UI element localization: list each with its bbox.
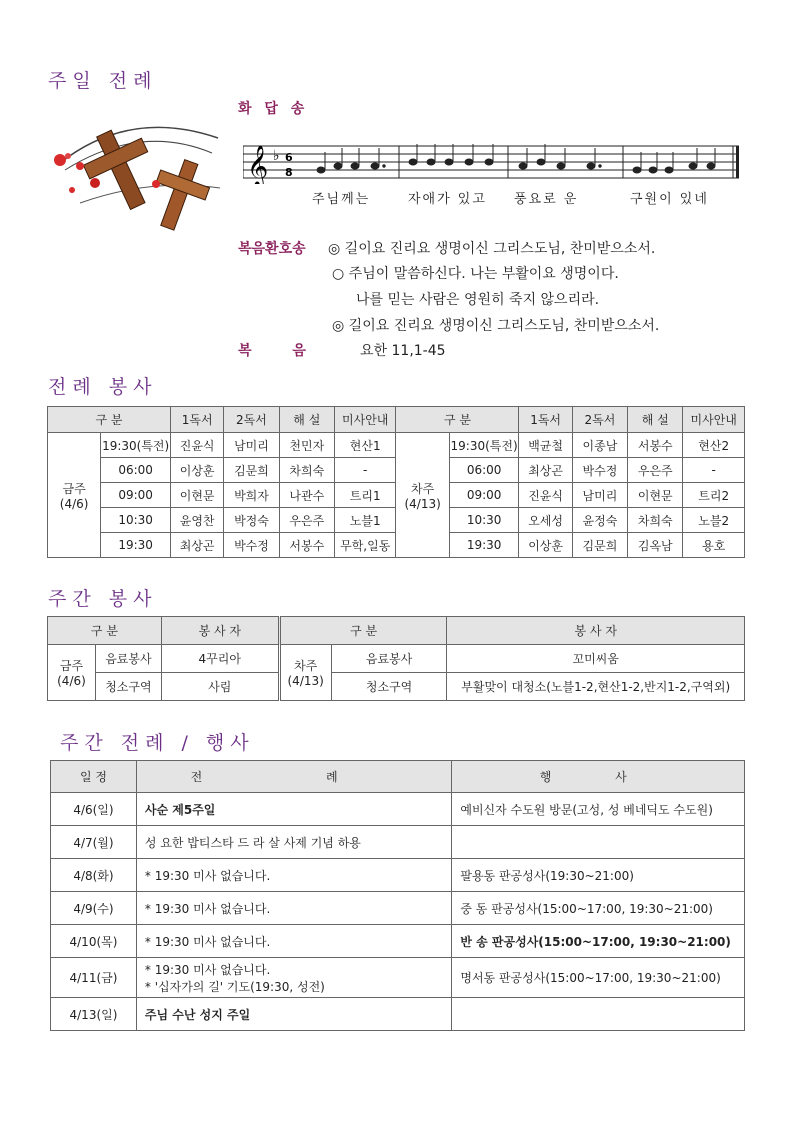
psalm-label: 화 답 송 <box>238 101 309 117</box>
schedule-liturgy-line: * 19:30 미사 없습니다. <box>144 934 271 949</box>
service-cell-left: 노블1 <box>334 508 396 533</box>
schedule-date: 4/11(금) <box>51 958 137 998</box>
service-cell-left: - <box>334 458 396 483</box>
service-cell-right: 10:30 <box>449 508 519 533</box>
service-cell-right: 우은주 <box>628 458 683 483</box>
psalm-lyric-3: 풍요로 운 <box>514 192 579 207</box>
service-cell-right: 09:00 <box>449 483 519 508</box>
schedule-event: 예비신자 수도원 방문(고성, 성 베네딕도 수도원) <box>452 793 745 826</box>
service-cell-left: 윤영찬 <box>170 508 223 533</box>
schedule-liturgy-line: 주님 수난 성지 주일 <box>144 1007 251 1022</box>
service-cell-right: 06:00 <box>449 458 519 483</box>
service-cell-left: 06:00 <box>101 458 171 483</box>
header-mass-guide-left: 미사안내 <box>334 407 396 433</box>
schedule-event: 중 동 판공성사(15:00~17:00, 19:30~21:00) <box>452 892 745 925</box>
service-cell-left: 현산1 <box>334 433 396 458</box>
weekly-header-volunteer-right: 봉 사 자 <box>447 617 745 645</box>
service-cell-right: 김문희 <box>572 533 627 558</box>
service-cell-left: 이상훈 <box>170 458 223 483</box>
service-cell-right: 박수정 <box>572 458 627 483</box>
header-reading1-left: 1독서 <box>170 407 223 433</box>
weekly-volunteer-left: 사림 <box>161 673 279 701</box>
crosses-illustration <box>40 108 225 238</box>
service-cell-right: 진윤식 <box>519 483 572 508</box>
service-cell-right: 남미리 <box>572 483 627 508</box>
weekly-volunteer-left: 4꾸리아 <box>161 645 279 673</box>
weekly-volunteer-right: 부활맞이 대청소(노블1-2,현산1-2,반지1-2,구역외) <box>447 673 745 701</box>
schedule-header-events: 행 사 <box>452 761 745 793</box>
weekly-group-next-week: 차주 (4/13) <box>279 645 331 701</box>
schedule-row <box>51 826 745 859</box>
group-this-week: 금주 (4/6) <box>48 433 101 558</box>
weekly-header-row <box>48 617 745 645</box>
schedule-liturgy-line: 성 요한 밥티스타 드 라 살 사제 기념 하용 <box>144 835 361 850</box>
service-cell-left: 09:00 <box>101 483 171 508</box>
schedule-liturgy <box>136 998 451 1031</box>
service-cell-right: 백균철 <box>519 433 572 458</box>
schedule-header-row <box>51 761 745 793</box>
weekly-volunteer-right: 꼬미씨움 <box>447 645 745 673</box>
schedule-row <box>51 958 745 998</box>
service-cell-right: 노블2 <box>683 508 745 533</box>
schedule-row <box>51 998 745 1031</box>
acclamation-line-4: ◎ 길이요 진리요 생명이신 그리스도님, 찬미받으소서. <box>332 318 660 334</box>
service-cell-right: 19:30 <box>449 533 519 558</box>
gospel-acclamation-label: 복음환호송 <box>238 241 306 257</box>
schedule-event: 팔용동 판공성사(19:30~21:00) <box>452 859 745 892</box>
section-title-sunday-liturgy: 주일 전례 <box>48 70 158 92</box>
liturgy-service-table <box>47 406 745 558</box>
schedule-liturgy-line: * 19:30 미사 없습니다. <box>144 962 271 977</box>
header-reading2-right: 2독서 <box>572 407 627 433</box>
schedule-date: 4/9(수) <box>51 892 137 925</box>
service-cell-left: 19:30 <box>101 533 171 558</box>
service-cell-left: 차희숙 <box>279 458 334 483</box>
service-cell-right: 김옥남 <box>628 533 683 558</box>
schedule-header-date: 일 정 <box>51 761 137 793</box>
service-cell-left: 10:30 <box>101 508 171 533</box>
psalm-lyric-2: 자애가 있고 <box>408 192 487 207</box>
service-row <box>48 433 745 458</box>
service-cell-left: 최상곤 <box>170 533 223 558</box>
weekly-group-this-week: 금주 (4/6) <box>48 645 96 701</box>
group-next-week: 차주 (4/13) <box>396 433 449 558</box>
acclamation-line-1: ◎ 길이요 진리요 생명이신 그리스도님, 찬미받으소서. <box>328 241 656 257</box>
schedule-liturgy-line: * 19:30 미사 없습니다. <box>144 901 271 916</box>
service-cell-right: 19:30(특전) <box>449 433 519 458</box>
weekly-role-right: 청소구역 <box>331 673 447 701</box>
schedule-header-liturgy: 전 례 <box>136 761 451 793</box>
service-cell-left: 천민자 <box>279 433 334 458</box>
weekly-role-left: 음료봉사 <box>95 645 161 673</box>
weekly-row <box>48 645 745 673</box>
gospel-reading: 요한 11,1-45 <box>360 343 446 359</box>
psalm-lyric-1: 주님께는 <box>312 192 371 207</box>
schedule-date: 4/6(일) <box>51 793 137 826</box>
schedule-liturgy-line: * '십자가의 길' 기도(19:30, 성전) <box>144 979 325 994</box>
psalm-lyric-4: 구원이 있네 <box>630 192 709 207</box>
service-cell-left: 서봉수 <box>279 533 334 558</box>
service-cell-right: 용호 <box>683 533 745 558</box>
schedule-liturgy-line: * 19:30 미사 없습니다. <box>144 868 271 883</box>
header-reading1-right: 1독서 <box>519 407 572 433</box>
schedule-event: 명서동 판공성사(15:00~17:00, 19:30~21:00) <box>452 958 745 998</box>
header-reading2-left: 2독서 <box>224 407 279 433</box>
service-cell-left: 남미리 <box>224 433 279 458</box>
service-cell-left: 이현문 <box>170 483 223 508</box>
weekly-header-volunteer-left: 봉 사 자 <box>161 617 279 645</box>
service-cell-right: 이상훈 <box>519 533 572 558</box>
schedule-event: 반 송 판공성사(15:00~17:00, 19:30~21:00) <box>452 925 745 958</box>
service-cell-left: 진윤식 <box>170 433 223 458</box>
schedule-liturgy-line: 사순 제5주일 <box>144 802 216 817</box>
schedule-row <box>51 925 745 958</box>
weekly-row <box>48 673 745 701</box>
service-cell-left: 우은주 <box>279 508 334 533</box>
header-division-left: 구 분 <box>48 407 171 433</box>
header-commentary-left: 해 설 <box>279 407 334 433</box>
svg-text:♭: ♭ <box>273 148 280 164</box>
service-cell-right: 이현문 <box>628 483 683 508</box>
weekly-schedule-table <box>50 760 745 1031</box>
schedule-liturgy <box>136 892 451 925</box>
service-cell-left: 박수정 <box>224 533 279 558</box>
service-cell-left: 무학,일동 <box>334 533 396 558</box>
schedule-date: 4/10(목) <box>51 925 137 958</box>
service-cell-right: 트리2 <box>683 483 745 508</box>
schedule-liturgy <box>136 793 451 826</box>
psalm-music-staff <box>243 140 743 184</box>
schedule-liturgy <box>136 925 451 958</box>
weekly-header-division-right: 구 분 <box>279 617 447 645</box>
svg-text:𝄞: 𝄞 <box>247 146 269 184</box>
acclamation-line-2: ○ 주님이 말씀하신다. 나는 부활이요 생명이다. <box>332 266 619 282</box>
header-commentary-right: 해 설 <box>628 407 683 433</box>
weekly-role-right: 음료봉사 <box>331 645 447 673</box>
schedule-date: 4/13(일) <box>51 998 137 1031</box>
service-cell-left: 김문희 <box>224 458 279 483</box>
schedule-date: 4/7(월) <box>51 826 137 859</box>
weekly-role-left: 청소구역 <box>95 673 161 701</box>
schedule-row <box>51 892 745 925</box>
weekly-service-table <box>47 616 745 701</box>
service-cell-right: 최상곤 <box>519 458 572 483</box>
service-header-row <box>48 407 745 433</box>
service-cell-right: 이종남 <box>572 433 627 458</box>
service-cell-right: 오세성 <box>519 508 572 533</box>
service-cell-left: 트리1 <box>334 483 396 508</box>
service-cell-right: 현산2 <box>683 433 745 458</box>
service-cell-left: 박정숙 <box>224 508 279 533</box>
schedule-row <box>51 859 745 892</box>
acclamation-line-3: 나를 믿는 사람은 영원히 죽지 않으리라. <box>356 292 600 308</box>
schedule-event <box>452 826 745 859</box>
section-title-weekly-service: 주간 봉사 <box>48 588 158 610</box>
gospel-label: 복 음 <box>238 343 306 359</box>
service-cell-left: 나관수 <box>279 483 334 508</box>
section-title-liturgy-service: 전례 봉사 <box>48 376 158 398</box>
schedule-row <box>51 793 745 826</box>
service-cell-right: - <box>683 458 745 483</box>
svg-text:6: 6 <box>285 151 293 164</box>
service-cell-right: 차희숙 <box>628 508 683 533</box>
schedule-liturgy <box>136 859 451 892</box>
schedule-liturgy <box>136 826 451 859</box>
service-cell-right: 윤정숙 <box>572 508 627 533</box>
schedule-liturgy <box>136 958 451 998</box>
schedule-event <box>452 998 745 1031</box>
svg-text:8: 8 <box>285 166 293 179</box>
header-mass-guide-right: 미사안내 <box>683 407 745 433</box>
schedule-date: 4/8(화) <box>51 859 137 892</box>
service-cell-left: 박희자 <box>224 483 279 508</box>
weekly-header-division-left: 구 분 <box>48 617 162 645</box>
section-title-weekly-events: 주간 전례 / 행사 <box>60 732 255 754</box>
service-cell-right: 서봉수 <box>628 433 683 458</box>
header-division-right: 구 분 <box>396 407 519 433</box>
service-cell-left: 19:30(특전) <box>101 433 171 458</box>
